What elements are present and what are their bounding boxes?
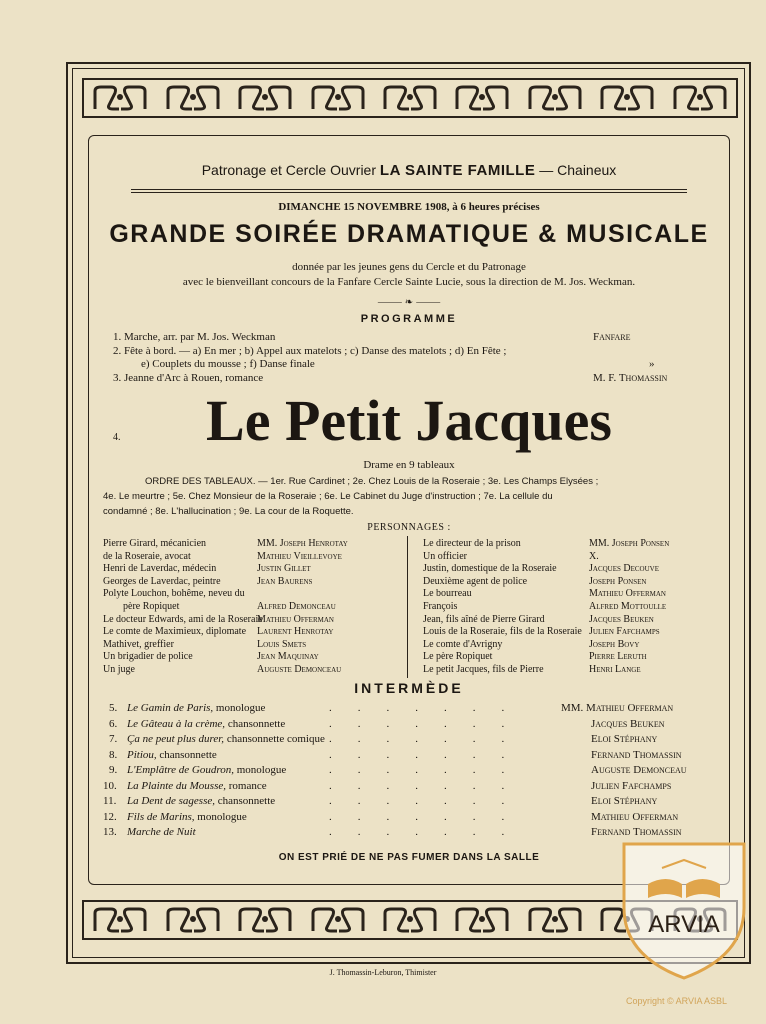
cast-role: Un brigadier de police xyxy=(103,651,193,663)
intermede-kind: chansonnette xyxy=(225,717,286,730)
art-nouveau-ornament-icon xyxy=(309,905,367,935)
programme-item-1-performer: Fanfare xyxy=(593,331,631,343)
cast-actor: Joseph Ponsen xyxy=(589,575,647,587)
organizer-name: LA SAINTE FAMILLE xyxy=(379,162,536,179)
intermede-number: 6. xyxy=(109,717,118,730)
intermede-kind: chansonnette xyxy=(156,748,217,761)
ornament-band-top xyxy=(82,78,738,118)
intermede-performer: Jacques Beuken xyxy=(591,717,665,730)
cast-heading: PERSONNAGES : xyxy=(367,522,451,533)
cast-actor: Julien Fafchamps xyxy=(589,626,660,638)
leader-dots: ....... xyxy=(329,733,531,745)
intermede-kind: monologue xyxy=(213,702,266,714)
cast-role: Un officier xyxy=(423,550,467,562)
programme-item-1: 1. Marche, arr. par M. Jos. Weckman xyxy=(113,331,276,343)
cast-actor: Alfred Mottoulle xyxy=(589,601,667,612)
play-title: Le Petit Jacques xyxy=(206,388,612,453)
intermede-item xyxy=(127,826,196,838)
intermede-item xyxy=(127,702,265,714)
cast-role: Mathivet, greffier xyxy=(103,638,174,650)
cast-role: Polyte Louchon, bohême, neveu du xyxy=(103,588,245,600)
cast-actor: Laurent Henrotay xyxy=(257,626,334,638)
copyright-notice: Copyright © ARVIA ASBL xyxy=(626,996,728,1006)
intermede-number: 7. xyxy=(109,733,118,745)
programme-item-2-cont: e) Couplets du mousse ; f) Danse finale xyxy=(141,358,315,370)
organizer-place: — Chaineux xyxy=(539,162,617,178)
cast-role: Henri de Laverdac, médecin xyxy=(103,563,217,575)
art-nouveau-ornament-icon xyxy=(164,905,222,935)
leader-dots: ....... xyxy=(329,779,531,792)
leader-dots: ....... xyxy=(329,702,531,714)
art-nouveau-ornament-icon xyxy=(526,905,584,935)
arvia-logo xyxy=(618,838,750,983)
cast-role: Le comte d'Avrigny xyxy=(423,638,503,650)
programme-heading: PROGRAMME xyxy=(360,313,458,325)
tableaux-line-1: ORDRE DES TABLEAUX. — 1er. Rue Cardinet ; 2e. Chez Louis de la Roseraie ; 3e. Les Champs Elysées ; xyxy=(145,476,599,487)
cast-actor: Mathieu Vieillevoye xyxy=(257,550,342,562)
leader-dots: ....... xyxy=(329,717,531,730)
intermede-number: 5. xyxy=(109,702,118,714)
intermede-item xyxy=(127,749,217,761)
cast-actor: MM. Joseph Ponsen xyxy=(589,538,670,549)
divider xyxy=(131,192,687,193)
cast-role: Un juge xyxy=(103,664,135,675)
programme-item-2: 2. Fête à bord. — a) En mer ; b) Appel aux matelots ; c) Danse des matelots ; d) En Fête ; xyxy=(113,345,507,357)
cast-actor: Pierre Leruth xyxy=(589,651,647,663)
cast-actor: Joseph Bovy xyxy=(589,638,640,650)
art-nouveau-ornament-icon xyxy=(453,83,511,113)
cast-actor: Jean Maquinay xyxy=(257,651,319,663)
cast-role: Le docteur Edwards, ami de la Roseraie xyxy=(103,613,263,625)
intermede-number: 10. xyxy=(103,779,117,792)
cast-actor: Louis Smets xyxy=(257,638,307,650)
intermede-performer: MM. Mathieu Offerman xyxy=(561,702,674,714)
art-nouveau-ornament-icon xyxy=(236,905,294,935)
intermede-kind: chansonnette comique xyxy=(224,733,325,745)
cast-actor: Henri Lange xyxy=(589,664,641,675)
event-date: DIMANCHE 15 NOVEMBRE 1908, à 6 heures précises xyxy=(278,201,540,213)
cast-role: Georges de Laverdac, peintre xyxy=(103,575,221,587)
intermede-performer: Eloi Stéphany xyxy=(591,733,658,745)
intermede-performer: Auguste Demonceau xyxy=(591,764,687,776)
organizer-text: Patronage et Cercle Ouvrier xyxy=(201,162,377,178)
programme-panel xyxy=(88,135,730,885)
cast-actor: Jacques Decouve xyxy=(589,563,660,575)
cast-role: Jean, fils aîné de Pierre Girard xyxy=(423,613,545,625)
intermede-kind: romance xyxy=(226,779,267,792)
cast-column-divider xyxy=(407,536,408,678)
art-nouveau-ornament-icon xyxy=(381,905,439,935)
art-nouveau-ornament-icon xyxy=(309,83,367,113)
cast-role: Le directeur de la prison xyxy=(423,538,521,549)
intermede-title: Fils de Marins, xyxy=(127,810,195,823)
logo-text: ARVIA xyxy=(648,911,720,938)
cast-role: Le petit Jacques, fils de Pierre xyxy=(423,664,544,675)
intermede-kind: monologue xyxy=(194,810,247,823)
intermede-item xyxy=(127,795,275,807)
intermede-kind: monologue xyxy=(233,764,287,776)
cast-role: Le père Ropiquet xyxy=(423,651,493,663)
art-nouveau-ornament-icon xyxy=(598,83,656,113)
cast-role: Deuxième agent de police xyxy=(423,575,528,587)
tableaux-line-2: 4e. Le meurtre ; 5e. Chez Monsieur de la Roseraie ; 6e. Le Cabinet du Juge d'instruction ; 7e. La cellule du xyxy=(103,491,553,502)
cast-actor: Mathieu Offerman xyxy=(589,588,666,600)
intermede-number: 11. xyxy=(103,795,117,807)
programme-item-3: 3. Jeanne d'Arc à Rouen, romance xyxy=(113,372,264,384)
intermede-title: Pitiou, xyxy=(127,748,157,761)
organizer-line xyxy=(89,162,729,179)
intermede-item xyxy=(127,718,285,730)
art-nouveau-ornament-icon xyxy=(91,905,149,935)
leader-dots: ....... xyxy=(329,764,531,776)
cast-actor: Alfred Demonceau xyxy=(257,601,336,612)
intermede-title: L'Emplâtre de Goudron, xyxy=(127,764,234,776)
divider xyxy=(131,189,687,190)
event-subtitle-1: donnée par les jeunes gens du Cercle et du Patronage xyxy=(292,261,526,273)
cast-role: père Ropiquet xyxy=(123,601,180,612)
tableaux-line-3: condamné ; 8e. L'hallucination ; 9e. La cour de la Roquette. xyxy=(103,506,354,517)
intermede-performer: Mathieu Offerman xyxy=(591,810,679,823)
cast-role: Le comte de Maximieux, diplomate xyxy=(103,626,247,638)
intermede-title: Le Gâteau à la crème, xyxy=(127,717,226,730)
cast-actor: Mathieu Offerman xyxy=(257,613,334,625)
intermede-number: 8. xyxy=(109,748,118,761)
intermede-title: Le Gamin de Paris, xyxy=(127,702,214,714)
printer-credit: J. Thomassin-Leburon, Thimister xyxy=(329,968,437,977)
programme-item-2-performer: » xyxy=(649,358,655,370)
cast-role: Pierre Girard, mécanicien xyxy=(103,538,207,549)
cast-role: Justin, domestique de la Roseraie xyxy=(423,563,557,575)
intermede-number: 12. xyxy=(103,810,117,823)
intermede-item xyxy=(127,733,325,745)
art-nouveau-ornament-icon xyxy=(164,83,222,113)
cast-actor: Justin Gillet xyxy=(257,563,311,575)
cast-role: Le bourreau xyxy=(423,588,472,600)
intermede-kind: chansonnette xyxy=(215,795,276,807)
intermede-performer: Eloi Stéphany xyxy=(591,795,658,807)
leader-dots: ....... xyxy=(329,810,531,823)
intermede-performer: Fernand Thomassin xyxy=(591,748,682,761)
leader-dots: ....... xyxy=(329,795,531,807)
intermede-heading: INTERMÈDE xyxy=(354,680,464,696)
intermede-performer: Julien Fafchamps xyxy=(591,779,672,792)
art-nouveau-ornament-icon xyxy=(91,83,149,113)
play-genre: Drame en 9 tableaux xyxy=(363,459,455,471)
programme-item-4-number: 4. xyxy=(113,432,121,443)
leader-dots: ....... xyxy=(329,826,531,838)
art-nouveau-ornament-icon xyxy=(453,905,511,935)
art-nouveau-ornament-icon xyxy=(526,83,584,113)
art-nouveau-ornament-icon xyxy=(381,83,439,113)
event-title: GRANDE SOIRÉE DRAMATIQUE & MUSICALE xyxy=(109,220,709,248)
intermede-number: 13. xyxy=(103,826,117,838)
intermede-title: La Dent de sagesse, xyxy=(127,795,215,807)
cast-actor: Auguste Demonceau xyxy=(257,664,342,675)
flourish-icon: ⸻ ❧ ⸻ xyxy=(377,297,441,308)
intermede-number: 9. xyxy=(109,764,118,776)
cast-role: de la Roseraie, avocat xyxy=(103,550,191,562)
cast-actor: Jean Baurens xyxy=(257,575,313,587)
intermede-performer: Fernand Thomassin xyxy=(591,826,682,838)
intermede-title: Ça ne peut plus durer, xyxy=(127,733,225,745)
leader-dots: ....... xyxy=(329,748,531,761)
intermede-title: La Plainte du Mousse, xyxy=(127,779,226,792)
intermede-title: Marche de Nuit xyxy=(127,826,196,838)
intermede-item xyxy=(127,811,247,823)
cast-role: Louis de la Roseraie, fils de la Roseraie xyxy=(423,626,582,638)
event-subtitle-2: avec le bienveillant concours de la Fanfare Cercle Sainte Lucie, sous la direction de M. Jos. Weckman. xyxy=(182,276,636,288)
cast-role: François xyxy=(423,601,458,612)
cast-actor: Jacques Beuken xyxy=(589,613,654,625)
intermede-item xyxy=(127,780,267,792)
art-nouveau-ornament-icon xyxy=(671,83,729,113)
no-smoking-notice: ON EST PRIÉ DE NE PAS FUMER DANS LA SALLE xyxy=(278,852,540,863)
intermede-item xyxy=(127,764,286,776)
cast-actor: MM. Joseph Henrotay xyxy=(257,538,348,549)
art-nouveau-ornament-icon xyxy=(236,83,294,113)
cast-actor: X. xyxy=(589,550,599,562)
programme-item-3-performer: M. F. Thomassin xyxy=(593,372,668,384)
